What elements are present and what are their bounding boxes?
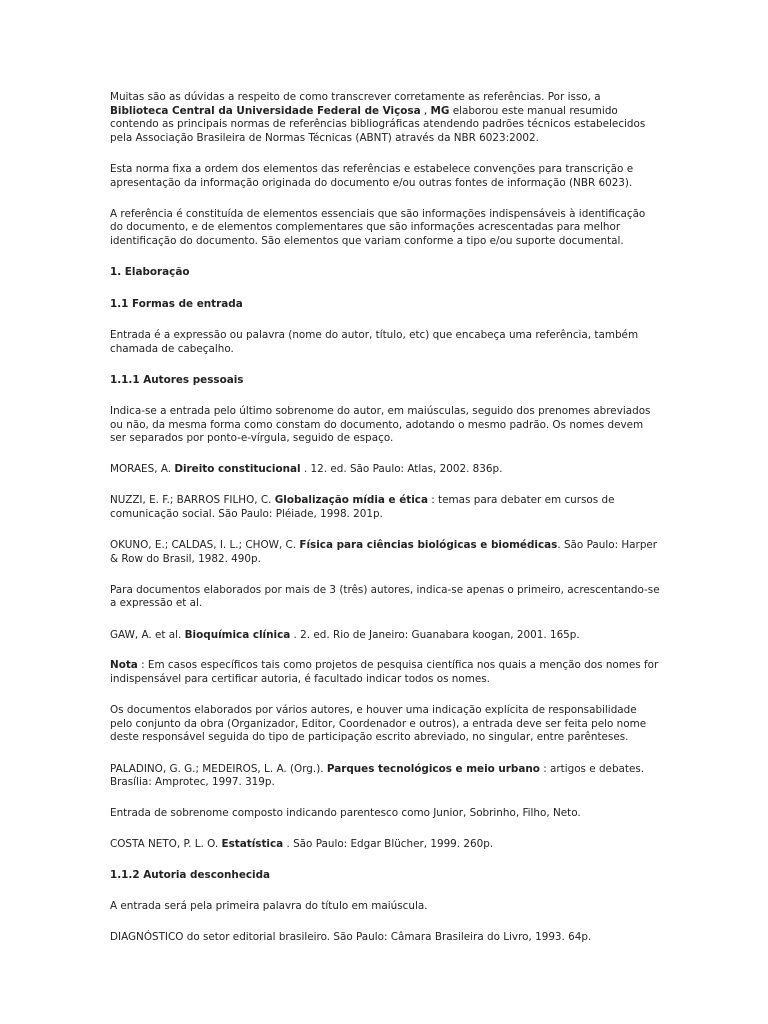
reference-diagnostico: DIAGNÓSTICO do setor editorial brasileiro. São Paulo: Câmara Brasileira do Livro, 1993. 64p. <box>110 931 592 944</box>
ref-details: . São Paulo: Harper & Row do Brasil, 1982. 490p. <box>110 539 658 565</box>
ref-details: . 12. ed. São Paulo: Atlas, 2002. 836p. <box>300 463 503 476</box>
section-heading-formas: 1.1 Formas de entrada <box>110 297 243 310</box>
ref-title: Física para ciências biológicas e biomédicas <box>299 539 558 552</box>
intro-text-3: elaborou este manual resumido contendo as principais normas de referências bibliográficas atendendo padrões técnicos estabelecidos pela Associação Brasileira de Normas Técnicas (ABNT) através da NBR 6023:2002. <box>110 104 646 144</box>
nota-text: : Em casos específicos tais como projetos de pesquisa científica nos quais a menção dos nomes for indispensável para certificar autoria, é facultado indicar todos os nomes. <box>110 659 659 685</box>
ref-author: GAW, A. et al. <box>110 628 185 641</box>
ref-author: OKUNO, E.; CALDAS, I. L.; CHOW, C. <box>110 539 300 552</box>
entrada-paragraph: Entrada é a expressão ou palavra (nome do autor, título, etc) que encabeça uma referência, também chamada de cabeçalho. <box>110 328 639 355</box>
section-heading-elaboracao: 1. Elaboração <box>110 266 190 279</box>
nota-label: Nota <box>110 659 138 672</box>
document-body <box>110 91 660 962</box>
ref-title: Direito constitucional <box>174 463 301 476</box>
ref-details: : artigos e debates. Brasília: Amprotec, 1997. 319p. <box>110 762 645 789</box>
intro-text-2: , <box>420 104 431 117</box>
titulo-paragraph: A entrada será pela primeira palavra do título em maiúscula. <box>110 900 428 913</box>
sobrenome-composto-paragraph: Entrada de sobrenome composto indicando parentesco como Junior, Sobrinho, Filho, Neto. <box>110 807 581 820</box>
ref-author: PALADINO, G. G.; MEDEIROS, L. A. (Org.). <box>110 762 327 775</box>
ref-title: Bioquímica clínica <box>184 628 291 641</box>
ref-author: NUZZI, E. F.; BARROS FILHO, C. <box>110 494 275 507</box>
section-heading-autoria: 1.1.2 Autoria desconhecida <box>110 868 271 881</box>
ref-details: . São Paulo: Edgar Blücher, 1999. 260p. <box>283 838 494 851</box>
institution-name: Biblioteca Central da Universidade Federal de Viçosa <box>110 104 421 117</box>
indica-paragraph: Indica-se a entrada pelo último sobrenome do autor, em maiúsculas, seguido dos prenomes abreviados ou não, da mesma forma como constam do documento, adotando o mesmo padrão. Os nomes devem ser separados por ponto-e-vírgula, seguido de espaço. <box>110 405 651 445</box>
reference-moraes <box>110 463 660 477</box>
nota-paragraph <box>110 659 660 686</box>
tres-autores-paragraph: Para documentos elaborados por mais de 3 (três) autores, indica-se apenas o primeiro, acrescentando-se a expressão et al. <box>110 583 660 610</box>
reference-okuno <box>110 539 660 566</box>
intro-text-1: Muitas são as dúvidas a respeito de como transcrever corretamente as referências. Por isso, a <box>110 91 601 103</box>
ref-author: COSTA NETO, P. L. O. <box>110 838 222 851</box>
norma-paragraph: Esta norma fixa a ordem dos elementos das referências e estabelece convenções para transcrição e apresentação da informação originada do documento e/ou outras fontes de informação (NBR 6023). <box>110 162 634 189</box>
ref-author: MORAES, A. <box>110 463 175 476</box>
intro-paragraph <box>110 91 660 145</box>
ref-details: . 2. ed. Rio de Janeiro: Guanabara koogan, 2001. 165p. <box>290 628 580 641</box>
reference-paladino <box>110 763 660 790</box>
varios-autores-paragraph: Os documentos elaborados por vários autores, e houver uma indicação explícita de responsabilidade pelo conjunto da obra (Organizador, Editor, Coordenador e outros), a entrada deve ser feita pelo nome deste responsável seguida do tipo de participação escrito abreviado, no singular, entre parênteses. <box>110 704 647 744</box>
ref-title: Globalização mídia e ética <box>274 494 428 507</box>
section-heading-autores: 1.1.1 Autores pessoais <box>110 373 244 386</box>
state-name: MG <box>430 104 450 117</box>
reference-costa-neto <box>110 838 660 852</box>
reference-gaw <box>110 629 660 643</box>
ref-details: : temas para debater em cursos de comunicação social. São Paulo: Pléiade, 1998. 201p. <box>110 494 615 520</box>
ref-title: Parques tecnológicos e meio urbano <box>326 762 540 775</box>
ref-title: Estatística <box>221 838 284 851</box>
reference-nuzzi <box>110 494 660 521</box>
referencia-paragraph: A referência é constituída de elementos essenciais que são informações indispensáveis à identificação do documento, e de elementos complementares que são informações acrescentadas para melhor identificação do documento. São elementos que variam conforme a tipo e/ou suporte documental. <box>110 207 646 247</box>
